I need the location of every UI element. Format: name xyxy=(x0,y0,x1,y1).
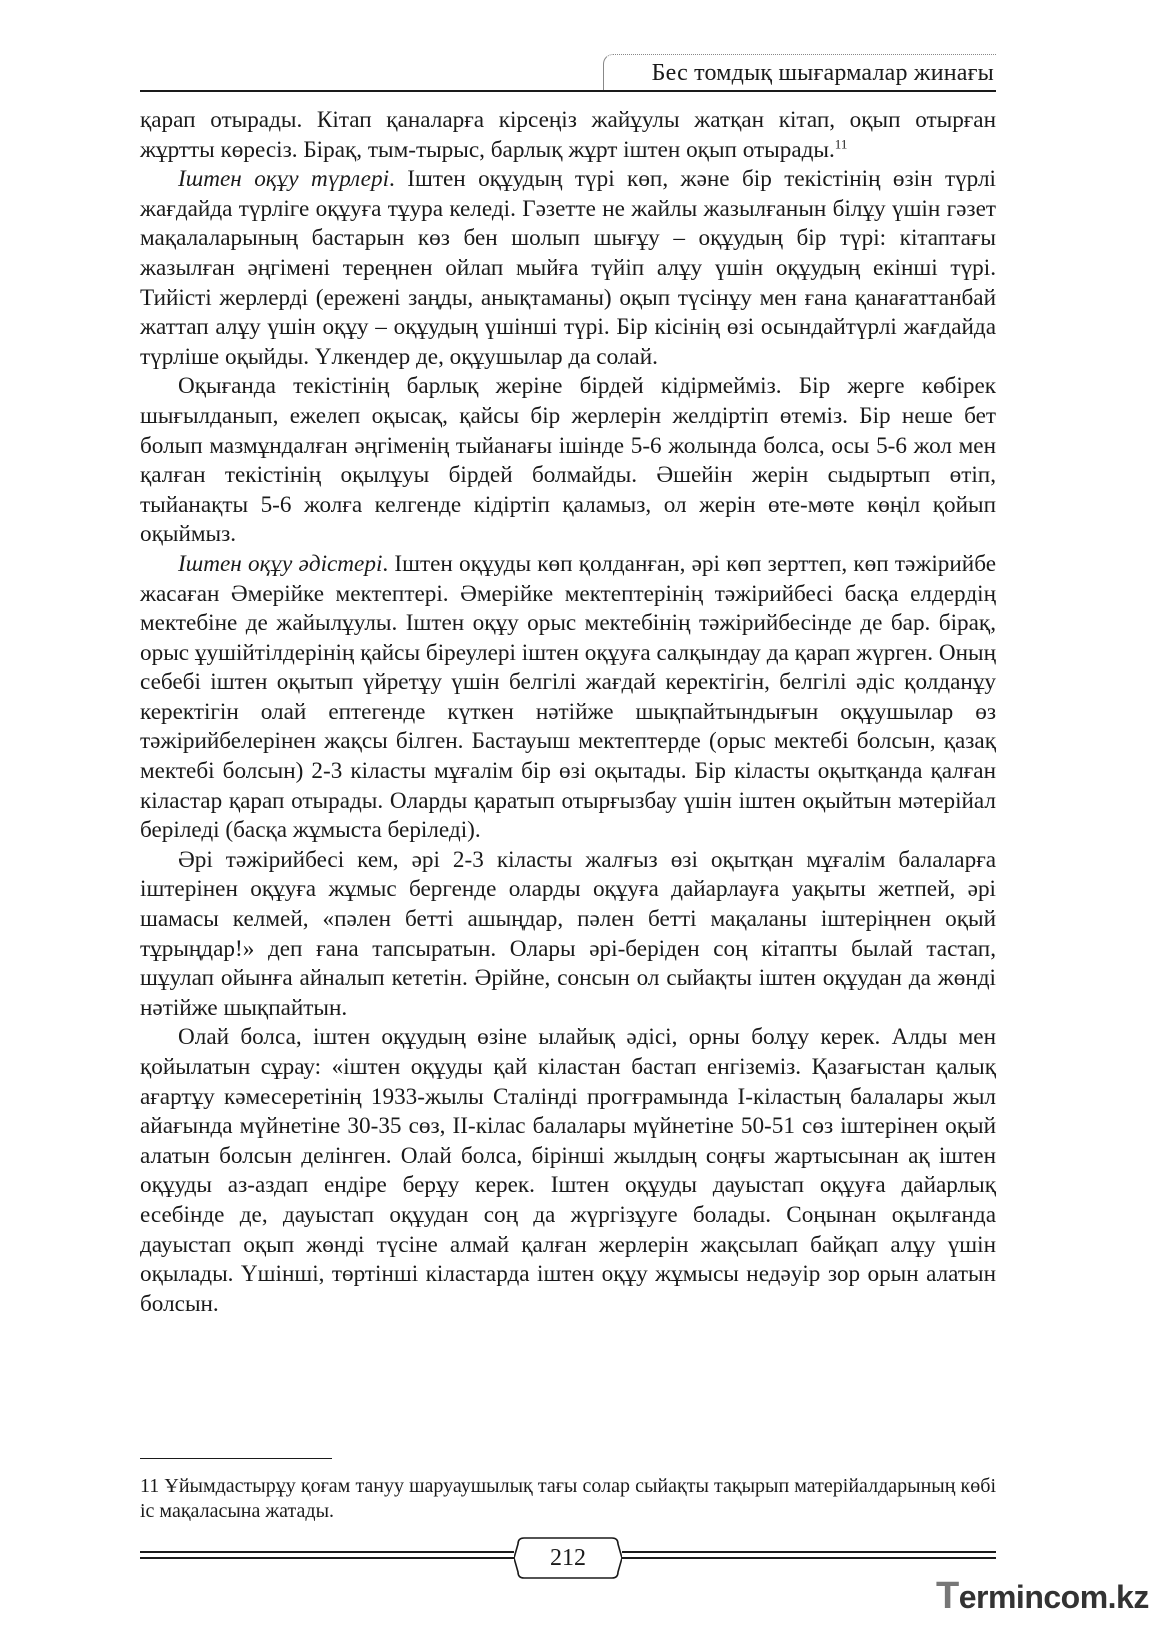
main-text xyxy=(140,106,996,1319)
paragraph-6: Олай болса, іштен оқұудың өзіне ылайық әдісі, орны болұу керек. Алды мен қойылатын сұрау: «іштен оқұуды қай кіластан бастап енгіземіз. Қазағыстан қалық ағартұу кәмесеретінің 1933-жылы Сталінді прогғрамында І-кіластың балалары жыл айағында мүйнетіне 30-35 сөз, ІІ-кілас балалары мүйнетіне 50-51 сөз іштерінен оқый алатын болсын делінген. Олай болса, бірінші жылдың соңғы жартысынан ақ іштен оқұуды аз-аздап ендіре берұу керек. Іштен оқұуды дауыстап оқұуға дайарлық есебінде де, дауыстап оқұудан соң да жүргізұуге болады. Соңынан оқылғанда дауыстап оқып жөнді түсіне алмай қалған жерлерін жақсылап байқап алұу үшін оқылады. Үшінші, төртінші кіластарда іштен оқұу жұмысы недәуір зор орын алатын болсын. xyxy=(140,1024,996,1317)
paragraph-5: Әрі тәжірийбесі кем, әрі 2-3 кіласты жалғыз өзі оқытқан мұғалім балаларға іштерінен оқұуға жұмыс бергенде оларды оқұуға дайарлауға уақыты жетпей, әрі шамасы келмей, «пәлен бетті ашыңдар, пәлен бетті мақаланы іштеріңнен оқый тұрыңдар!» деп ғана тапсыратын. Олары әрі-беріден соң кітапты былай тастап, шұулап ойынға айналып кететін. Әрійне, сонсын ол сыйақты іштен оқұудан да жөнді нәтійже шықпайтын. xyxy=(140,846,996,1021)
footnote-ref[interactable]: 11 xyxy=(834,135,848,151)
page-number-badge xyxy=(514,1536,622,1580)
footnote-separator xyxy=(140,1458,332,1459)
paragraph-4 xyxy=(140,550,996,846)
header-rule xyxy=(140,90,996,92)
paragraph-4-heading: Іштен оқұу әдістері xyxy=(178,550,383,577)
paragraph-2-heading: Іштен оқұу түрлері xyxy=(178,166,390,193)
paragraph-2 xyxy=(140,165,996,372)
watermark-logo-text: Termincom.kz xyxy=(936,1575,1149,1617)
paragraph-1 xyxy=(140,106,996,165)
header-title: Бес томдық шығармалар жинағы xyxy=(651,60,994,86)
paragraph-1-text: қарап отырады. Кітап қаналарға кірсеңіз жайұулы жатқан кітап, оқып отырған жұртты көресіз. Бірақ, тым-тырыс, барлық жұрт іштен оқып отырады. xyxy=(140,107,996,163)
watermark-logo xyxy=(936,1575,1149,1617)
page-number: 212 xyxy=(550,1544,586,1571)
running-header xyxy=(140,52,996,92)
page-footer xyxy=(140,1536,996,1582)
paragraph-2-text: . Іштен оқұудың түрі көп, және бір текістінің өзін түрлі жағдайда түрліге оқұуға тұура келеді. Гәзетте не жайлы жазылғанын білұу үшін гәзет мақалаларының бастарын көз бен шолып шығұу – оқұудың бір түрі: кітаптағы жазылған әңгімені тереңнен ойлап мыйға түйіп алұу үшін оқұудың екінші түрі. Тийісті жерлерді (ережені заңды, анықтаманы) оқып түсінұу мен ғана қанағаттанбай жаттап алұу үшін оқұу – оқұудың үшінші түрі. Бір кісінің өзі осындайтүрлі жағдайда түрліше оқыйды. Үлкендер де, оқұушылар да солай. xyxy=(140,166,996,370)
footnote: 11 Ұйымдастырұу қоғам тануу шаруаушылық тағы солар сыйақты тақырып матерійалдарының көбі іс мақаласына жатады. xyxy=(140,1475,996,1522)
paragraph-3: Оқығанда текістінің барлық жеріне бірдей кідірмейміз. Бір жерге көбірек шығылданып, ежелеп оқысақ, қайсы бір жерлерін желдіртіп өтеміз. Бір неше бет болып мазмұндалған әңгіменің тыйанағы ішінде 5-6 жолында болса, осы 5-6 жол мен қалған текістінің оқылұуы бірдей болмайды. Әшейін жерін сыдыртып өтіп, тыйанақты 5-6 жолға келгенде кідіртіп қаламыз, ол жерін өте-мөте көңіл қойып оқыймыз. xyxy=(140,373,996,548)
paragraph-4-text: . Іштен оқұуды көп қолданған, әрі көп зерттеп, көп тәжірийбе жасаған Әмерійке мектептері. Әмерійке мектептерінің тәжірийбесі басқа елдердің мектебіне де жайылұулы. Іштен оқұу орыс мектебінің тәжірийбесінде де бар. бірақ, орыс ұушійтілдерінің қайсы біреулері іштен оқұуға салқындау да қарап жүрген. Оның себебі іштен оқытып үйретұу үшін белгілі жағдай керектігін, белгілі әдіс қолданұу керектігін олай ептегенде күткен нәтійже шықпайтындығын оқұушылар өз тәжірийбелерінен жақсы білген. Бастауыш мектептерде (орыс мектебі болсын, қазақ мектебі болсын) 2-3 кіласты мұғалім бір өзі оқытады. Бір кіласты оқытқанда қалған кіластар қарап отырады. Оларды қаратып отырғызбау үшін іштен оқыйтын мәтерійал беріледі (басқа жұмыста беріледі). xyxy=(140,550,996,844)
